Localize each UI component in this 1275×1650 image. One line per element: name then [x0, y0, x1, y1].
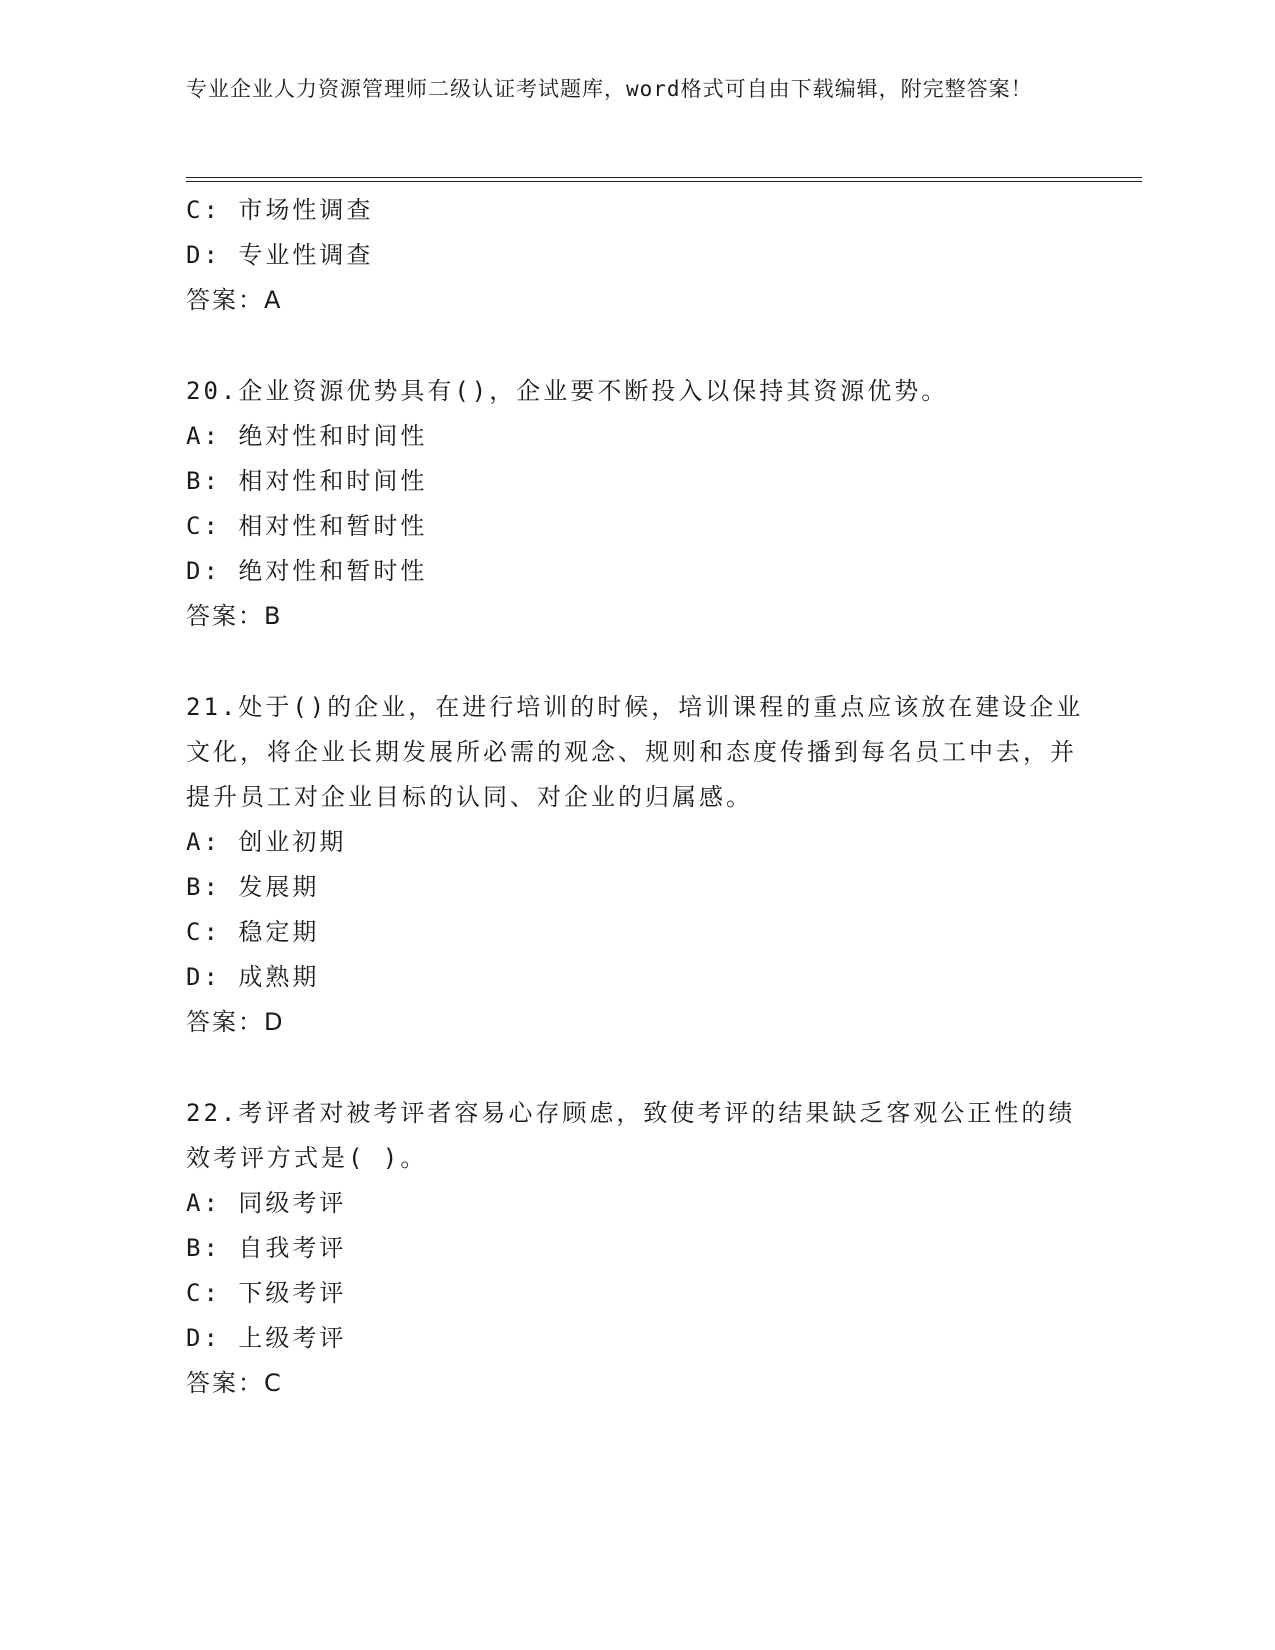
option-a: A: 绝对性和时间性 [186, 422, 428, 450]
question-stem: 21.处于()的企业，在进行培训的时候，培训课程的重点应该放在建设企业文化，将企业长期发展所必需的观念、规则和态度传播到每名员工中去，并提升员工对企业目标的认同、对企业的归属感。 [186, 693, 1084, 811]
answer-line: 答案：B [186, 602, 283, 630]
question-21 [186, 685, 1086, 1045]
answer-line: 答案：D [186, 1008, 285, 1036]
header-rule-bottom [186, 181, 1142, 182]
option-b: B: 自我考评 [186, 1234, 347, 1262]
option-c: C: 市场性调查 [186, 196, 374, 224]
option-a: A: 同级考评 [186, 1189, 347, 1217]
option-d: D: 成熟期 [186, 963, 320, 991]
option-b: B: 相对性和时间性 [186, 467, 428, 495]
answer-line: 答案：C [186, 1369, 283, 1397]
partial-question [186, 188, 1086, 323]
option-c: C: 稳定期 [186, 918, 320, 946]
answer-line: 答案：A [186, 286, 283, 314]
question-20 [186, 369, 1086, 639]
document-header: 专业企业人力资源管理师二级认证考试题库，word格式可自由下载编辑，附完整答案！ [186, 77, 1033, 101]
option-d: D: 上级考评 [186, 1324, 347, 1352]
question-stem: 20.企业资源优势具有()，企业要不断投入以保持其资源优势。 [186, 377, 949, 405]
option-b: B: 发展期 [186, 873, 320, 901]
question-stem: 22.考评者对被考评者容易心存顾虑，致使考评的结果缺乏客观公正性的绩效考评方式是( )。 [186, 1099, 1076, 1172]
question-list [186, 188, 1086, 1406]
option-c: C: 相对性和暂时性 [186, 512, 428, 540]
header-rule-top [186, 177, 1142, 178]
option-d: D: 绝对性和暂时性 [186, 557, 428, 585]
question-22 [186, 1091, 1086, 1406]
option-a: A: 创业初期 [186, 828, 347, 856]
option-c: C: 下级考评 [186, 1279, 347, 1307]
option-d: D: 专业性调查 [186, 241, 374, 269]
